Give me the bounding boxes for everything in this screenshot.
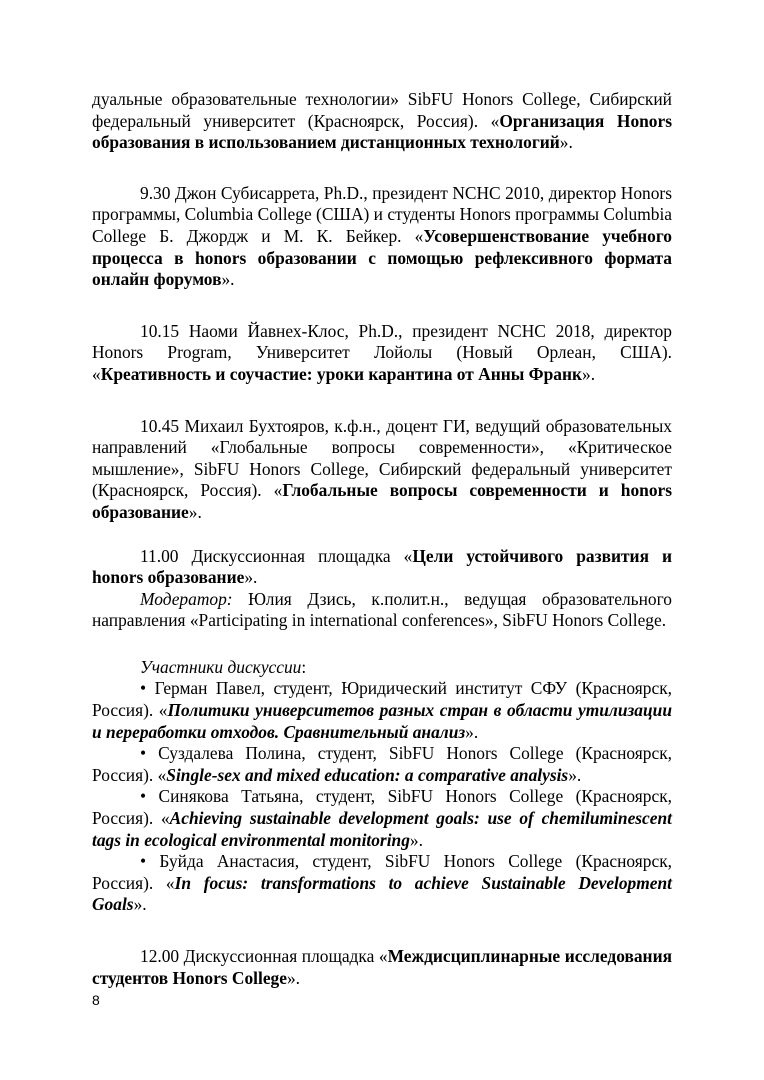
talk-title: Цели устойчивого развития и honors образование	[92, 545, 673, 588]
talk-title: Политики университетов разных стран в области утилизации и переработки отходов. Сравнительный анализ	[92, 700, 672, 742]
bullet-icon: •	[140, 743, 159, 764]
participants-label: Участники дискуссии	[140, 656, 302, 677]
paragraph-text: ».	[221, 269, 235, 290]
paragraph-text: 10.15 Наоми Йавнех-Клос, Ph.D., президент NCHC 2018, директор Honors Program, Университет Лойолы (Новый Орлеан, США). «	[92, 320, 672, 384]
talk-title: Achieving sustainable development goals: use of chemiluminescent tags in ecological environmental monitoring	[92, 808, 672, 850]
participant-item	[92, 786, 672, 851]
participants-heading	[92, 657, 672, 679]
page-number: 8	[92, 992, 100, 1008]
participant-item	[92, 678, 672, 743]
talk-title: Глобальные вопросы современности и honors образование	[92, 480, 673, 522]
program-item-1200	[92, 946, 672, 989]
bullet-icon: •	[140, 678, 155, 699]
participant-item	[92, 851, 672, 916]
moderator-label: Модератор:	[140, 588, 233, 609]
paragraph-text: ».	[286, 967, 301, 988]
bullet-icon: •	[140, 786, 159, 807]
paragraph-text: Синякова Татьяна, студент, SibFU Honors College (Красноярск, Россия). «	[92, 786, 673, 829]
paragraph-text: ».	[133, 894, 147, 915]
paragraph-text: ».	[188, 501, 202, 522]
participant-item	[92, 743, 672, 786]
program-item-1100	[92, 546, 672, 589]
moderator-line	[92, 589, 672, 632]
paragraph-text: дуальные образовательные технологии» SibFU Honors College, Сибирский федеральный университет (Красноярск, Россия). «	[92, 89, 672, 131]
talk-title: In focus: transformations to achieve Sustainable Development Goals	[92, 872, 673, 915]
paragraph-text: 12.00 Дискуссионная площадка «	[140, 946, 388, 966]
paragraph-text: 11.00 Дискуссионная площадка «	[140, 545, 413, 566]
paragraph-text: ».	[559, 132, 573, 153]
program-item-1015	[92, 321, 672, 386]
paragraph-text: 10.45 Михаил Бухтояров, к.ф.н., доцент ГИ, ведущий образовательных направлений «Глобальные вопросы современности», «Критическое мышление», SibFU Honors College, Сибирский федеральный университет (Красноярск, Россия). «	[92, 415, 672, 501]
paragraph-text: Герман Павел, студент, Юридический институт СФУ (Красноярск, Россия). «	[92, 678, 673, 721]
program-item-1045	[92, 416, 672, 524]
moderator-text: Юлия Дзись, к.полит.н., ведущая образовательного направления «Participating in international conferences», SibFU Honors College.	[92, 588, 672, 631]
paragraph-text: 9.30 Джон Субисаррета, Ph.D., президент NCHC 2010, директор Honors программы, Columbia College (США) и студенты Honors программы Columbia College Б. Джордж и М. К. Бейкер. «	[92, 182, 672, 246]
talk-title: Организация Honors образования в использованием дистанционных технологий	[92, 110, 672, 153]
talk-title: Креативность и соучастие: уроки карантина от Анны Франк	[100, 363, 583, 384]
page-body	[92, 89, 672, 989]
paragraph-text: ».	[409, 829, 423, 850]
paragraph-text: ».	[568, 764, 582, 785]
paragraph-text: ».	[582, 363, 596, 384]
talk-title: Междисциплинарные исследования студентов Honors College	[92, 946, 672, 988]
talk-title: Усовершенствование учебного процесса в honors образовании с помощью рефлексивного формата онлайн форумов	[92, 225, 672, 290]
bullet-icon: •	[140, 851, 160, 872]
paragraph-text: ».	[244, 567, 258, 588]
paragraph-text: Суздалева Полина, студент, SibFU Honors College (Красноярск, Россия). «	[92, 743, 672, 785]
paragraph-continuation	[92, 89, 672, 154]
talk-title: Single-sex and mixed education: a comparative analysis	[166, 764, 569, 785]
paragraph-text: Буйда Анастасия, студент, SibFU Honors College (Красноярск, Россия). «	[92, 851, 673, 893]
paragraph-text: ».	[465, 721, 479, 742]
program-item-0930	[92, 183, 672, 291]
participants-colon: :	[301, 656, 307, 677]
